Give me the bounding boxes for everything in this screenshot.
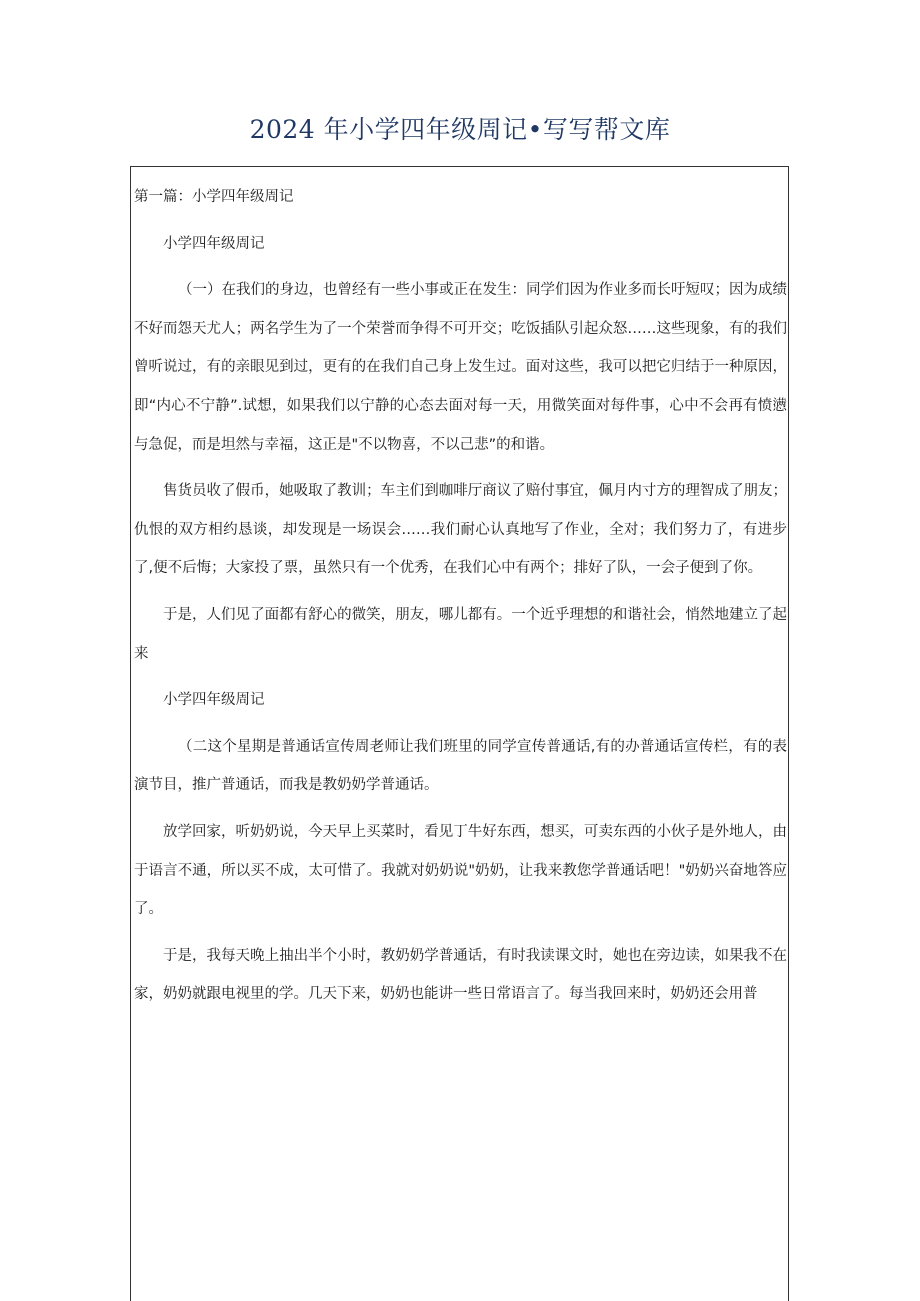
paragraph: 于是，我每天晚上抽出半个小时，教奶奶学普通话，有时我读课文时，她也在旁边读，如果我不在家，奶奶就跟电视里的学。几天下来，奶奶也能讲一些日常语言了。每当我回来时，奶奶还会用普 [134, 947, 787, 1003]
subheading: 小学四年级周记 [163, 235, 265, 252]
section-heading: 第一篇：小学四年级周记 [134, 189, 294, 205]
paragraph: （一）在我们的身边，也曾经有一些小事或正在发生：同学们因为作业多而长吁短叹；因为成绩不好而怨天尤人；两名学生为了一个荣誉而争得不可开交；吃饭插队引起众怒……这些现象，有的我们曾听说过，有的亲眼见到过，更有的在我们自己身上发生过。面对这些，我可以把它归结于一种原因，即“内心不宁静”.试想，如果我们以宁静的心态去面对每一天，用微笑面对每件事，心中不会再有愤懑与急促，而是坦然与幸福，这正是"不以物喜，不以己悲”的和谐。 [134, 282, 787, 453]
document-body [134, 178, 787, 1022]
paragraph: 于是，人们见了面都有舒心的微笑，朋友，哪儿都有。一个近乎理想的和谐社会，悄然地建立了起来 [134, 606, 787, 662]
paragraph: （二这个星期是普通话宣传周老师让我们班里的同学宣传普通话,有的办普通话宣传栏，有的表演节目，推广普通话，而我是教奶奶学普通话。 [134, 738, 787, 794]
document-title: 2024 年小学四年级周记•写写帮文库 [249, 115, 671, 144]
paragraph: 放学回家，听奶奶说，今天早上买菜时，看见丁牛好东西，想买，可卖东西的小伙子是外地人，由于语言不通，所以买不成，太可惜了。我就对奶奶说"奶奶，让我来教您学普通话吧！"奶奶兴奋地答应了。 [134, 823, 787, 918]
paragraph: 售货员收了假币，她吸取了教训；车主们到咖啡厅商议了赔付事宜，佩月内寸方的理智成了朋友；仇恨的双方相约恳谈，却发现是一场误会……我们耐心认真地写了作业，全对；我们努力了，有进步了,便不后悔；大家投了票，虽然只有一个优秀，在我们心中有两个；排好了队，一会子便到了你。 [134, 483, 787, 577]
subheading: 小学四年级周记 [163, 692, 265, 709]
